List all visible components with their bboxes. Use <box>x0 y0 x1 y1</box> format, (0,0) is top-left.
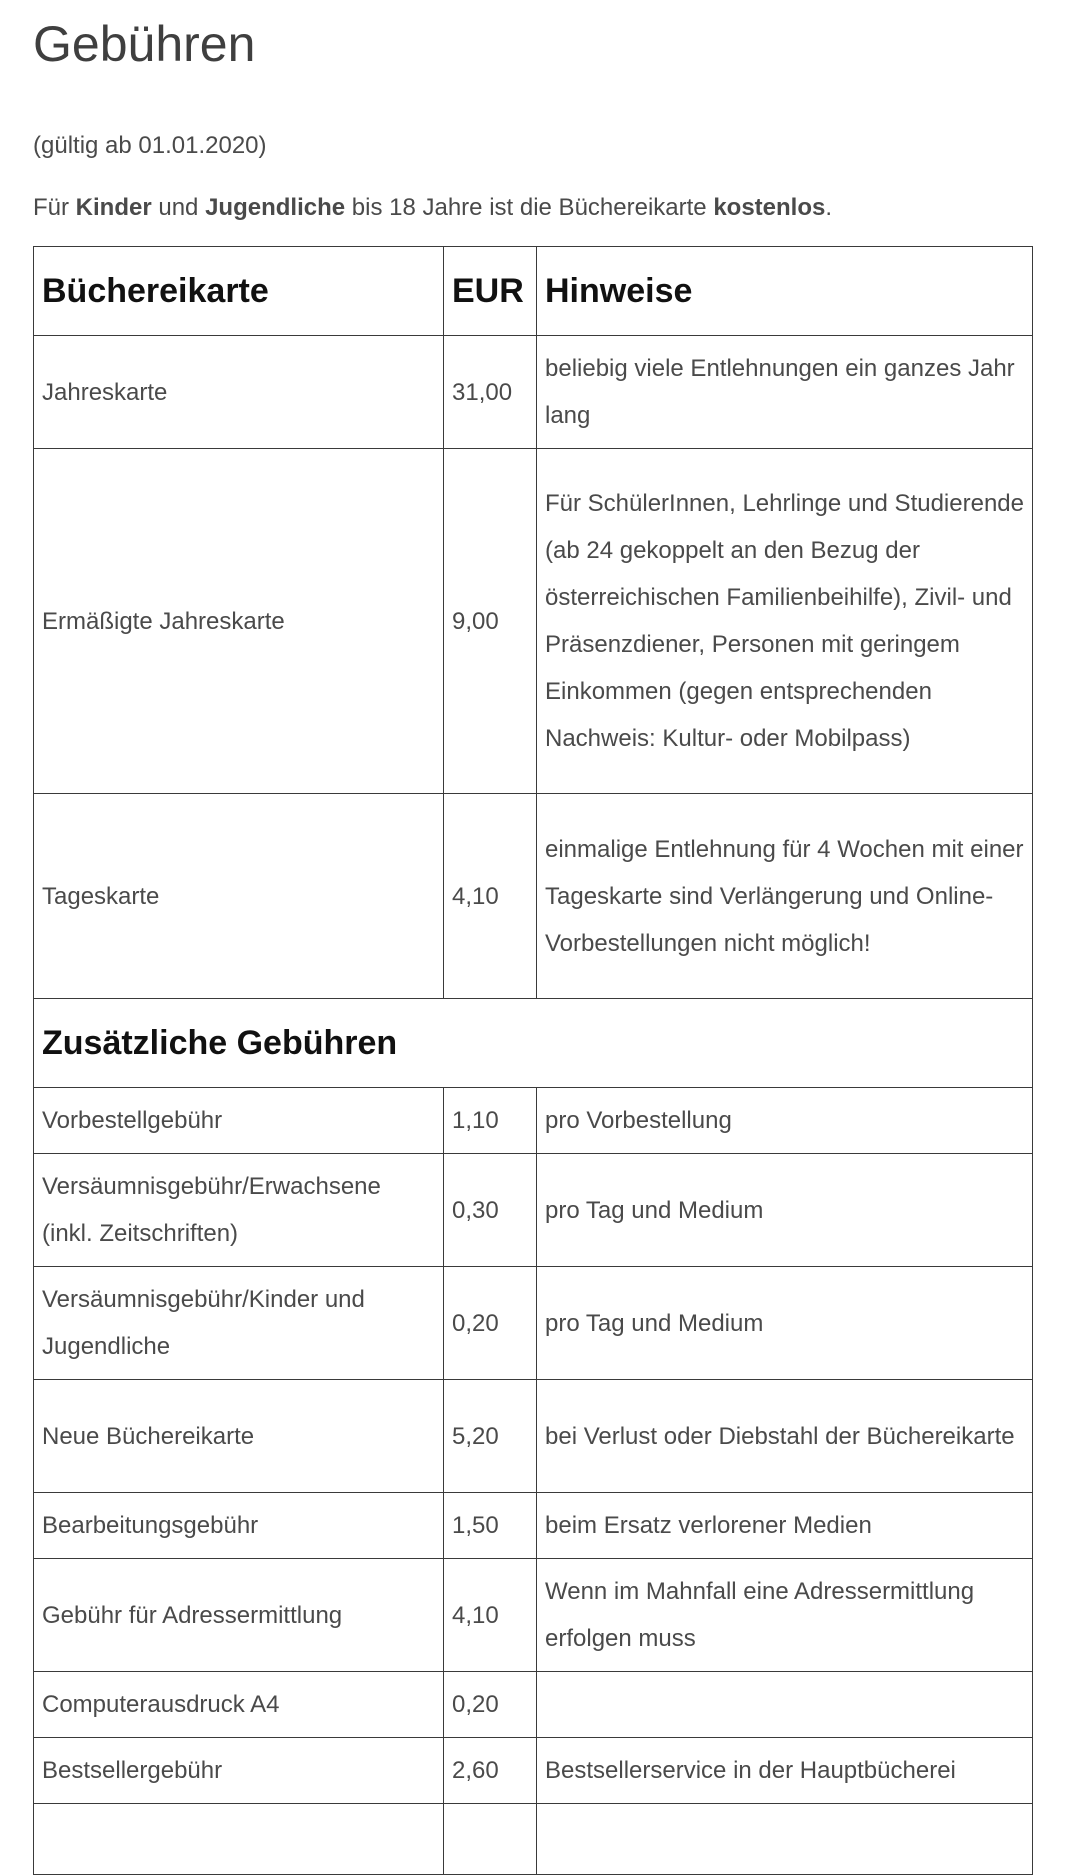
fee-name: Versäumnisgebühr/Erwachsene (inkl. Zeitschriften) <box>34 1154 444 1267</box>
table-row <box>34 1672 1033 1738</box>
fee-name: Gebühr für Adressermittlung <box>34 1559 444 1672</box>
card-price: 9,00 <box>444 449 537 794</box>
fee-price: 0,20 <box>444 1672 537 1738</box>
table-row <box>34 1380 1033 1493</box>
fee-name: Versäumnisgebühr/Kinder und Jugendliche <box>34 1267 444 1380</box>
page-content <box>33 0 1033 1784</box>
section-header-row <box>34 999 1033 1088</box>
card-note: Für SchülerInnen, Lehrlinge und Studierende (ab 24 gekoppelt an den Bezug der österreichischen Familienbeihilfe), Zivil- und Präsenzdiener, Personen mit geringem Einkommen (gegen entsprechenden Nachweis: Kultur- oder Mobilpass) <box>537 449 1033 794</box>
fee-note: pro Tag und Medium <box>537 1154 1033 1267</box>
intro-and: und <box>151 194 206 221</box>
fee-price: 0,20 <box>444 1267 537 1380</box>
intro-middle: bis 18 Jahre ist die Büchereikarte <box>345 194 714 221</box>
card-name: Ermäßigte Jahreskarte <box>34 449 444 794</box>
table-row <box>34 336 1033 449</box>
card-price: 4,10 <box>444 794 537 999</box>
table-row <box>34 1267 1033 1380</box>
fees-table <box>33 246 1033 1875</box>
fee-name: Vorbestellgebühr <box>34 1088 444 1154</box>
table-row <box>34 1088 1033 1154</box>
fee-price: 0,30 <box>444 1154 537 1267</box>
fee-name: Bearbeitungsgebühr <box>34 1493 444 1559</box>
header-notes: Hinweise <box>537 247 1033 336</box>
fee-note: Bestsellerservice in der Hauptbücherei <box>537 1738 1033 1804</box>
page-title: Gebühren <box>33 16 256 72</box>
fee-price: 1,10 <box>444 1088 537 1154</box>
card-price: 31,00 <box>444 336 537 449</box>
intro-kids: Kinder <box>75 194 152 221</box>
table-row <box>34 1559 1033 1672</box>
intro-text <box>33 193 1033 223</box>
table-row-partial <box>34 1804 1033 1875</box>
intro-youth: Jugendliche <box>205 194 346 221</box>
intro-free: kostenlos <box>713 194 826 221</box>
fee-note: beim Ersatz verlorener Medien <box>537 1493 1033 1559</box>
validity-note: (gültig ab 01.01.2020) <box>33 132 267 159</box>
table-row <box>34 794 1033 999</box>
fee-name: Neue Büchereikarte <box>34 1380 444 1493</box>
header-card: Büchereikarte <box>34 247 444 336</box>
card-name: Tageskarte <box>34 794 444 999</box>
fee-price: 1,50 <box>444 1493 537 1559</box>
fee-price: 2,60 <box>444 1738 537 1804</box>
fee-note: pro Vorbestellung <box>537 1088 1033 1154</box>
fee-name: Bestsellergebühr <box>34 1738 444 1804</box>
fee-price: 5,20 <box>444 1380 537 1493</box>
card-note: einmalige Entlehnung für 4 Wochen mit einer Tageskarte sind Verlängerung und Online-Vorbestellungen nicht möglich! <box>537 794 1033 999</box>
intro-prefix: Für <box>33 194 76 221</box>
intro-suffix: . <box>825 194 833 221</box>
fee-price: 4,10 <box>444 1559 537 1672</box>
fee-note <box>537 1672 1033 1738</box>
table-header-row <box>34 247 1033 336</box>
fee-note: Wenn im Mahnfall eine Adressermittlung erfolgen muss <box>537 1559 1033 1672</box>
fee-note: pro Tag und Medium <box>537 1267 1033 1380</box>
table-row <box>34 1738 1033 1804</box>
fee-note: bei Verlust oder Diebstahl der Büchereikarte <box>537 1380 1033 1493</box>
card-name: Jahreskarte <box>34 336 444 449</box>
table-row <box>34 1154 1033 1267</box>
table-row <box>34 1493 1033 1559</box>
fee-name: Computerausdruck A4 <box>34 1672 444 1738</box>
header-eur: EUR <box>444 247 537 336</box>
table-row <box>34 449 1033 794</box>
card-note: beliebig viele Entlehnungen ein ganzes Jahr lang <box>537 336 1033 449</box>
section-title: Zusätzliche Gebühren <box>34 999 1033 1088</box>
